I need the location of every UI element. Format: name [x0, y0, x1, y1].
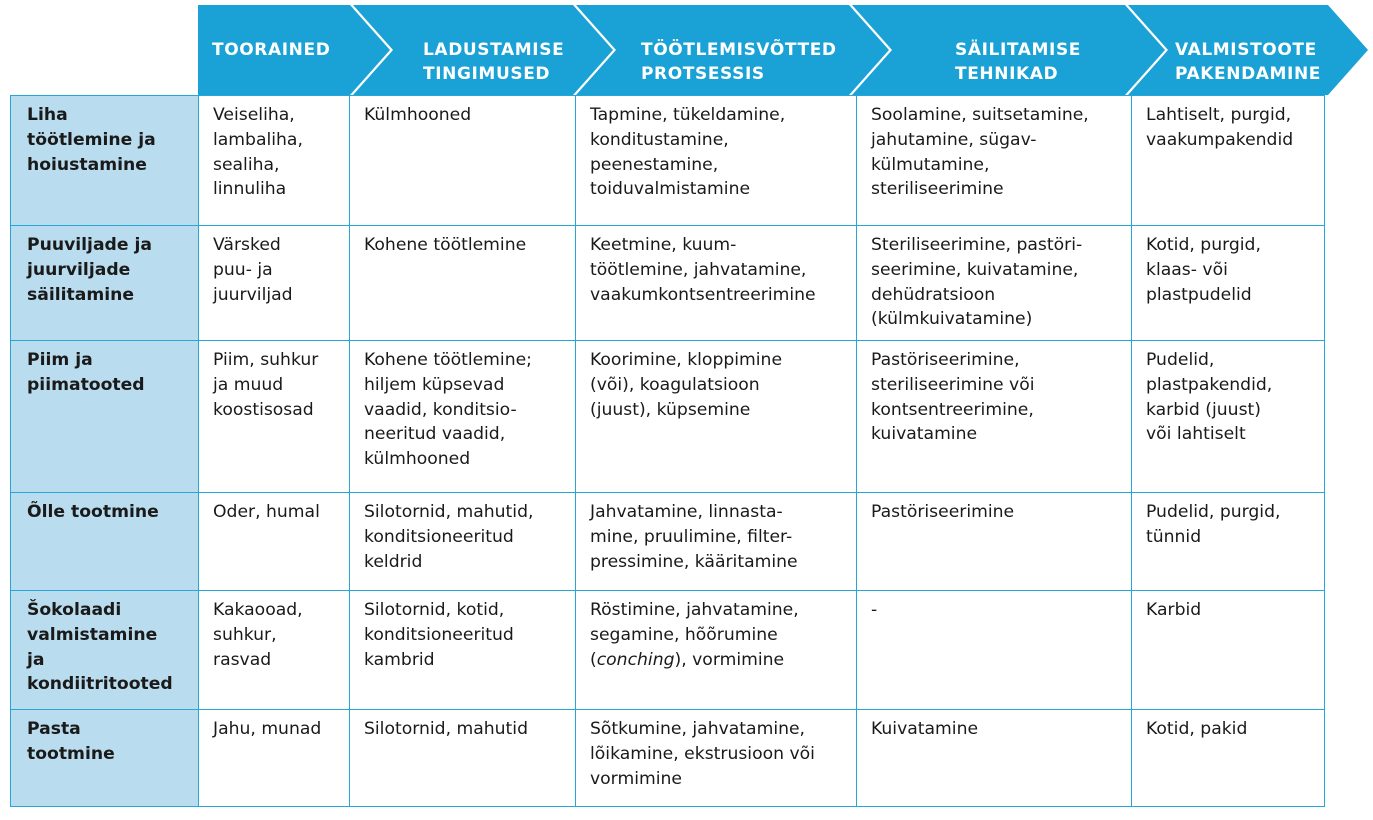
cell-line: lõikamine, ekstrusioon või	[590, 743, 815, 764]
cell-line: linnuliha	[213, 179, 287, 200]
cell-line: pressimine, kääritamine	[590, 551, 798, 572]
table-cell	[350, 493, 576, 591]
cell-line: kontsentreerimine,	[871, 399, 1034, 420]
table-cell	[199, 591, 350, 710]
row-header-line: piimatooted	[27, 374, 145, 395]
cell-line: lambaliha,	[213, 129, 303, 150]
cell-line: Kuivatamine	[871, 719, 979, 739]
table-row-pasta	[11, 710, 1325, 807]
table-cell	[199, 96, 350, 226]
cell-line: Karbid	[1146, 600, 1202, 620]
header-valmistoote	[1175, 38, 1321, 86]
cell-line: (juust), küpsemine	[590, 399, 751, 420]
cell-line: keldrid	[364, 551, 423, 572]
cell-line: Koorimine, kloppimine	[590, 350, 783, 370]
cell-line: või lahtiselt	[1146, 424, 1246, 445]
cell-line: külmutamine,	[871, 154, 990, 175]
cell-line: Tapmine, tükeldamine,	[590, 105, 786, 125]
header-label-line: PAKENDAMINE	[1175, 64, 1322, 84]
table-cell	[1132, 493, 1325, 591]
cell-line: Kotid, pakid	[1146, 719, 1248, 739]
cell-line: toiduvalmistamine	[590, 179, 751, 200]
cell-line: Kotid, purgid,	[1146, 235, 1261, 255]
cell-line: vaakumpakendid	[1146, 129, 1294, 150]
cell-line: Silotornid, mahutid,	[364, 502, 534, 522]
row-header-line: valmistamine	[27, 624, 158, 645]
cell-line: Jahu, munad	[213, 719, 322, 739]
header-label-line: TÖÖTLEMISVÕTTED	[641, 40, 837, 60]
row-header-line: juurviljade	[27, 259, 131, 280]
table-row-puuviljad	[11, 226, 1325, 341]
table-cell	[857, 493, 1132, 591]
cell-line: puu- ja	[213, 259, 273, 280]
cell-line: Keetmine, kuum-	[590, 235, 737, 255]
cell-line: karbid (juust)	[1146, 399, 1261, 420]
table-cell	[1132, 341, 1325, 493]
table-cell	[199, 226, 350, 341]
header-label-line: VALMISTOOTE	[1175, 40, 1317, 60]
cell-line: Silotornid, kotid,	[364, 600, 505, 620]
cell-line: vormimine	[590, 768, 682, 789]
row-header-line: Pasta	[27, 719, 81, 739]
row-header-line: Puuviljade ja	[27, 235, 152, 255]
cell-line: töötlemine, jahvatamine,	[590, 259, 807, 280]
cell-line: Pudelid, purgid,	[1146, 502, 1281, 522]
cell-line: Kakaooad,	[213, 600, 303, 620]
table-cell	[1132, 226, 1325, 341]
header-label-line: TOORAINED	[212, 40, 331, 60]
row-header-line: tootmine	[27, 743, 115, 764]
column-header-bar	[198, 5, 1368, 95]
cell-line: steriliseerimine	[871, 179, 1004, 200]
cell-line: neeritud vaadid,	[364, 424, 506, 445]
food-processing-table	[10, 95, 1325, 807]
cell-line: Kohene töötlemine	[364, 235, 527, 255]
cell-line: Silotornid, mahutid	[364, 719, 528, 739]
cell-line: Röstimine, jahvatamine,	[590, 600, 799, 620]
table-cell	[857, 341, 1132, 493]
cell-line: hiljem küpsevad	[364, 374, 505, 395]
cell-line: Värsked	[213, 235, 281, 255]
table-row-liha	[11, 96, 1325, 226]
row-header-line: säilitamine	[27, 284, 135, 305]
cell-line: Külmhooned	[364, 105, 472, 125]
table-cell	[576, 226, 857, 341]
table-row-sokolaadi	[11, 591, 1325, 710]
table-cell	[350, 591, 576, 710]
cell-line: Piim, suhkur	[213, 350, 319, 370]
row-header-line: ja	[27, 649, 45, 670]
cell-line: koostisosad	[213, 399, 314, 420]
cell-line: vaadid, konditsio-	[364, 399, 517, 420]
cell-line: tünnid	[1146, 526, 1202, 547]
cell-line: -	[871, 600, 878, 620]
row-header	[11, 591, 199, 710]
cell-line: juurviljad	[213, 284, 293, 305]
cell-line: (conching), vormimine	[590, 649, 785, 670]
row-header-line: kondiitritooted	[27, 674, 173, 695]
cell-line: konditustamine,	[590, 129, 729, 150]
cell-line: Pastöriseerimine,	[871, 350, 1020, 370]
header-sailitamise	[955, 38, 1081, 86]
cell-line: klaas- või	[1146, 259, 1228, 280]
header-label-line: TEHNIKAD	[955, 64, 1059, 84]
header-ladustamise	[423, 38, 564, 86]
cell-line: Veiseliha,	[213, 105, 295, 125]
table-cell	[350, 710, 576, 807]
cell-line: kambrid	[364, 649, 435, 670]
cell-line: (külmkuivatamine)	[871, 309, 1033, 330]
row-header	[11, 96, 199, 226]
row-header	[11, 226, 199, 341]
table-cell	[199, 493, 350, 591]
table-cell	[199, 710, 350, 807]
table-cell	[350, 226, 576, 341]
cell-line: ja muud	[213, 374, 284, 395]
table-cell	[857, 710, 1132, 807]
cell-line: Pudelid,	[1146, 350, 1215, 370]
table-cell	[199, 341, 350, 493]
table-row-olle	[11, 493, 1325, 591]
header-tooained	[212, 38, 330, 62]
table-cell	[1132, 591, 1325, 710]
cell-line: Pastöriseerimine	[871, 502, 1015, 522]
row-header	[11, 493, 199, 591]
cell-line: külmhooned	[364, 449, 471, 470]
row-header-line: Piim ja	[27, 350, 93, 370]
table-cell	[857, 226, 1132, 341]
cell-line: Soolamine, suitsetamine,	[871, 105, 1089, 125]
table-cell	[350, 341, 576, 493]
table-cell	[576, 493, 857, 591]
cell-line: konditsioneeritud	[364, 624, 514, 645]
cell-line: steriliseerimine või	[871, 374, 1035, 395]
cell-line: peenestamine,	[590, 154, 719, 175]
table-cell	[1132, 96, 1325, 226]
row-header-line: Õlle tootmine	[27, 502, 159, 522]
table-cell	[1132, 710, 1325, 807]
cell-line: Kohene töötlemine;	[364, 350, 532, 370]
table-cell	[576, 710, 857, 807]
table-cell	[576, 591, 857, 710]
header-label-line: SÄILITAMISE	[955, 40, 1082, 60]
cell-line: dehüdratsioon	[871, 284, 996, 305]
cell-line: rasvad	[213, 649, 272, 670]
cell-line: plastpakendid,	[1146, 374, 1273, 395]
row-header-line: Liha	[27, 105, 68, 125]
cell-line: segamine, hõõrumine	[590, 624, 778, 645]
table-cell	[857, 591, 1132, 710]
row-header	[11, 710, 199, 807]
header-label-line: PROTSESSIS	[641, 64, 765, 84]
table-cell	[857, 96, 1132, 226]
cell-line: suhkur,	[213, 624, 277, 645]
table-cell	[576, 341, 857, 493]
cell-line: (või), koagulatsioon	[590, 374, 760, 395]
row-header-line: töötlemine ja	[27, 129, 156, 150]
table-cell	[576, 96, 857, 226]
table-row-piim	[11, 341, 1325, 493]
cell-line: kuivatamine	[871, 424, 978, 445]
cell-line: Sõtkumine, jahvatamine,	[590, 719, 806, 739]
cell-line: jahutamine, sügav-	[871, 129, 1037, 150]
cell-line: Oder, humal	[213, 502, 320, 522]
row-header-line: hoiustamine	[27, 154, 147, 175]
header-label-line: LADUSTAMISE	[423, 40, 565, 60]
table-cell	[350, 96, 576, 226]
italic-term: conching	[596, 649, 675, 670]
row-header	[11, 341, 199, 493]
cell-line: plastpudelid	[1146, 284, 1252, 305]
cell-line: konditsioneeritud	[364, 526, 514, 547]
cell-line: seerimine, kuivatamine,	[871, 259, 1079, 280]
cell-line: sealiha,	[213, 154, 280, 175]
row-header-line: Šokolaadi	[27, 600, 122, 620]
cell-line: Lahtiselt, purgid,	[1146, 105, 1292, 125]
header-label-line: TINGIMUSED	[423, 64, 551, 84]
cell-line: mine, pruulimine, filter-	[590, 526, 793, 547]
header-tootlemisvotted	[641, 38, 837, 86]
cell-line: Jahvatamine, linnasta-	[590, 502, 783, 522]
cell-line: Steriliseerimine, pastöri-	[871, 235, 1083, 255]
cell-line: vaakumkontsentreerimine	[590, 284, 816, 305]
